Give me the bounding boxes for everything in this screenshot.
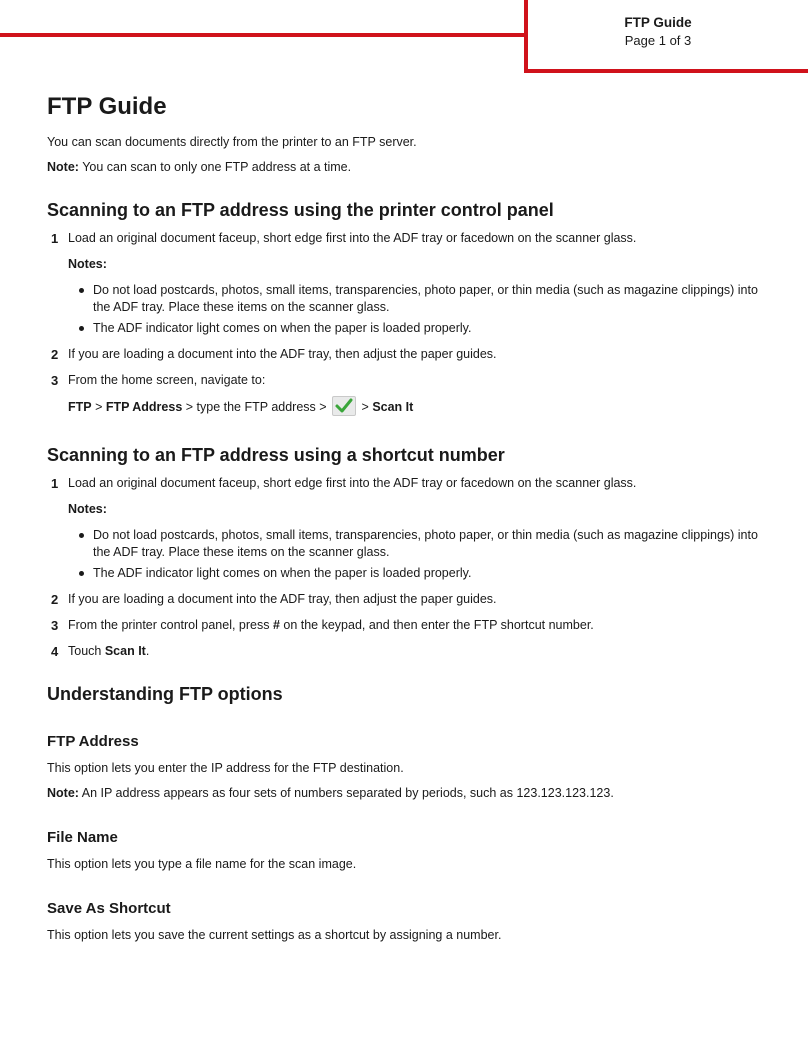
- section-control-panel-heading: Scanning to an FTP address using the printer control panel: [47, 200, 554, 220]
- section-options-heading: Understanding FTP options: [47, 684, 283, 704]
- step-2: [47, 591, 767, 608]
- subsection-ftp-address: FTP Address: [47, 733, 139, 750]
- step-key: Scan It: [104, 644, 146, 658]
- step-3: [47, 617, 767, 634]
- section-shortcut-heading: Scanning to an FTP address using a shortcut number: [47, 445, 505, 465]
- ftp-address-text: This option lets you enter the IP address for the FTP destination.: [47, 761, 404, 775]
- step-2: [47, 346, 767, 363]
- list-item: Do not load postcards, photos, small items, transparencies, photo paper, or thin media (such as magazine clippings) into the ADF tray. Place these items on the scanner glass.: [93, 527, 767, 561]
- step-4: [47, 643, 767, 660]
- note-text: An IP address appears as four sets of numbers separated by periods, such as 123.123.123.123.: [78, 786, 614, 800]
- step-1: [47, 475, 767, 492]
- step-number: 3: [51, 618, 59, 633]
- ftp-address-note: [47, 785, 767, 802]
- step-key: #: [272, 618, 280, 632]
- step-number: 1: [51, 231, 59, 246]
- step-text: If you are loading a document into the ADF tray, then adjust the paper guides.: [68, 347, 497, 361]
- step-text: Load an original document faceup, short edge first into the ADF tray or facedown on the scanner glass.: [68, 231, 637, 245]
- navigation-path: [68, 395, 767, 419]
- save-as-shortcut-text: This option lets you save the current settings as a shortcut by assigning a number.: [47, 928, 502, 942]
- page-header: [528, 14, 788, 50]
- path-ftp: FTP: [68, 400, 92, 414]
- step-number: 1: [51, 476, 59, 491]
- notes-label: Notes:: [68, 502, 107, 516]
- step-number: 3: [51, 373, 59, 388]
- subsection-file-name: File Name: [47, 829, 118, 846]
- subsection-save-as-shortcut: Save As Shortcut: [47, 900, 171, 917]
- step-text-post: on the keypad, and then enter the FTP shortcut number.: [279, 618, 594, 632]
- header-title: FTP Guide: [624, 15, 692, 30]
- step-number: 2: [51, 592, 59, 607]
- path-separator: >: [358, 400, 373, 414]
- step-number: 4: [51, 644, 59, 659]
- file-name-text: This option lets you type a file name for the scan image.: [47, 857, 357, 871]
- step-text: If you are loading a document into the ADF tray, then adjust the paper guides.: [68, 592, 497, 606]
- list-item: The ADF indicator light comes on when the paper is loaded properly.: [93, 565, 767, 582]
- document-body: [47, 92, 767, 952]
- note-label: Note:: [47, 786, 79, 800]
- step-text: From the home screen, navigate to:: [68, 373, 266, 387]
- header-page-number: Page 1 of 3: [624, 33, 692, 48]
- step-number: 2: [51, 347, 59, 362]
- note-scan-one-address: [47, 159, 767, 176]
- notes-list: [47, 527, 767, 582]
- path-separator: > type the FTP address >: [182, 400, 331, 414]
- step-text-post: .: [145, 644, 150, 658]
- note-label: Note:: [47, 160, 79, 174]
- step-1: [47, 230, 767, 247]
- step-text: Load an original document faceup, short edge first into the ADF tray or facedown on the scanner glass.: [68, 476, 637, 490]
- checkmark-icon: [332, 396, 356, 416]
- header-rule-left: [0, 33, 528, 37]
- list-item: Do not load postcards, photos, small items, transparencies, photo paper, or thin media (such as magazine clippings) into the ADF tray. Place these items on the scanner glass.: [93, 282, 767, 316]
- path-ftp-address: FTP Address: [105, 400, 183, 414]
- note-text: You can scan to only one FTP address at a time.: [78, 160, 352, 174]
- step-text-pre: Touch: [68, 644, 105, 658]
- step-3: [47, 372, 767, 389]
- notes-label: Notes:: [68, 257, 107, 271]
- step-text-pre: From the printer control panel, press: [68, 618, 273, 632]
- path-scan-it: Scan It: [372, 400, 414, 414]
- list-item: The ADF indicator light comes on when the paper is loaded properly.: [93, 320, 767, 337]
- header-rule-bottom: [524, 69, 808, 73]
- path-separator: >: [91, 400, 106, 414]
- page-title: FTP Guide: [47, 93, 167, 120]
- intro-text: You can scan documents directly from the printer to an FTP server.: [47, 135, 417, 149]
- notes-list: [47, 282, 767, 337]
